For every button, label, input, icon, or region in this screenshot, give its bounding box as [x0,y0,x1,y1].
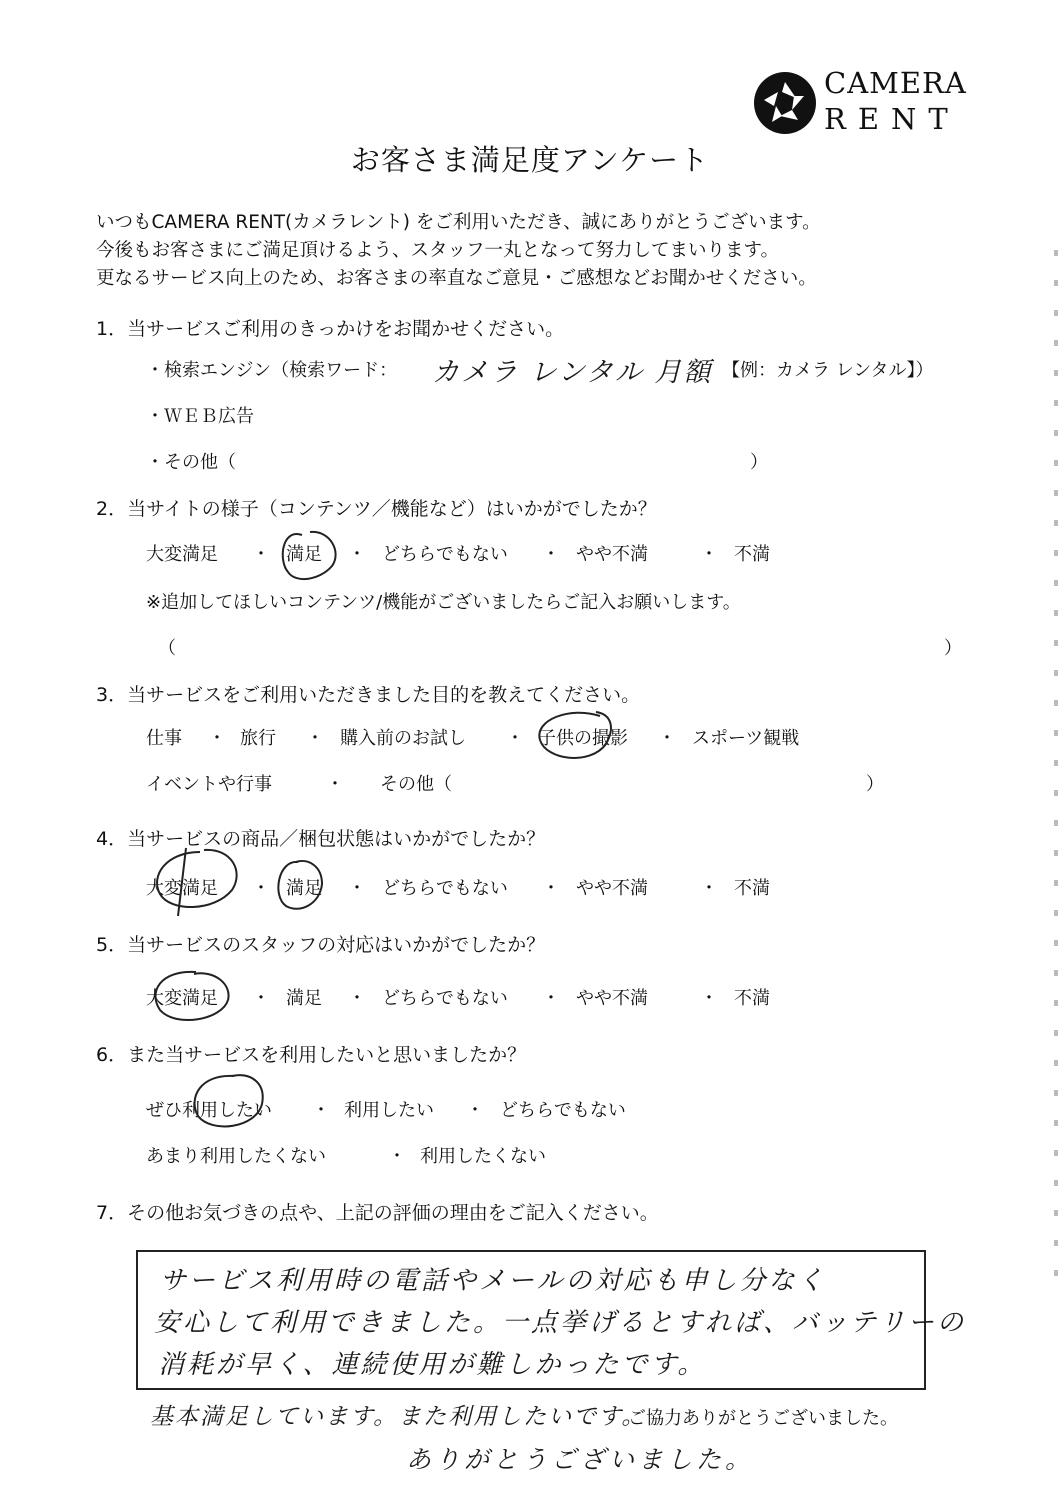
q4-option-slightly-dissatisfied: やや不満 [576,878,648,899]
logo [752,64,967,144]
q3-option-child-photo: 子供の撮影 [538,728,628,749]
q2-option-satisfied: 満足 [286,544,322,565]
q4-option-satisfied: 満足 [286,878,322,899]
q5-option-dissatisfied: 不満 [734,988,770,1009]
q4-option-neutral: どちらでもない [382,878,508,899]
q2-separator: ・ [700,544,718,565]
q3-option-work: 仕事 [146,728,182,749]
q1-search-word-handwritten: カメラ レンタル 月額 [432,357,713,388]
scan-edge [1054,250,1058,1300]
q2-option-very-satisfied: 大変満足 [146,544,218,565]
question-4: 4．当サービスの商品／梱包状態はいかがでしたか？ [96,828,546,850]
q1-other-close: ） [750,452,768,473]
q4-option-dissatisfied: 不満 [734,878,770,899]
camera-aperture-icon [752,70,818,136]
intro-line-2: 今後もお客さまにご満足頂けるよう、スタッフ一丸となって努力してまいります。 [96,240,780,261]
q2-option-slightly-dissatisfied: やや不満 [576,544,648,565]
comment-line-1: サービス利用時の電話やメールの対応も申し分なく [160,1266,827,1296]
comment-box [136,1250,967,1390]
q6-separator: ・ [312,1100,330,1121]
page-title: お客さま満足度アンケート [350,143,710,177]
q5-option-slightly-dissatisfied: やや不満 [576,988,648,1009]
q5-separator: ・ [700,988,718,1009]
q2-paren-open: （ [158,638,176,659]
q4-separator: ・ [700,878,718,899]
q6-separator: ・ [388,1146,406,1167]
q3-separator: ・ [306,728,324,749]
q3-option-event: イベントや行事 [146,774,272,795]
q3-separator: ・ [326,774,344,795]
q4-separator: ・ [542,878,560,899]
thanks-printed: ご協力ありがとうございました。 [628,1408,898,1429]
question-1: 1．当サービスご利用のきっかけをお聞かせください。 [96,318,565,340]
intro-line-1: いつもCAMERA RENT(カメラレント) をご利用いただき、誠にありがとうございます。 [96,212,821,233]
question-2: 2．当サイトの様子（コンテンツ／機能など）はいかがでしたか？ [96,498,657,520]
q2-separator: ・ [252,544,270,565]
question-3: 3．当サービスをご利用いただきました目的を教えてください。 [96,684,641,706]
question-5: 5．当サービスのスタッフの対応はいかがでしたか？ [96,934,546,956]
q2-note: ※追加してほしいコンテンツ/機能がございましたらご記入お願いします。 [146,592,741,613]
q3-separator: ・ [208,728,226,749]
q4-separator: ・ [252,878,270,899]
q2-paren-close: ） [944,638,962,659]
q2-separator: ・ [348,544,366,565]
q6-option-yes: 利用したい [344,1100,434,1121]
q3-separator: ・ [506,728,524,749]
q1-other-open: ・その他（ [146,452,236,473]
question-7: 7．その他お気づきの点や、上記の評価の理由をご記入ください。 [96,1202,659,1224]
comment-below-handwritten: 基本満足しています。また利用したいです。 [150,1404,647,1430]
q1-search-engine-label: ・検索エンジン（検索ワード： [146,360,398,381]
question-6: 6．また当サービスを利用したいと思いましたか？ [96,1044,527,1066]
q6-option-no: 利用したくない [420,1146,546,1167]
q2-separator: ・ [542,544,560,565]
q6-option-neutral: どちらでもない [500,1100,626,1121]
comment-line-3: 消耗が早く、連続使用が難しかったです。 [158,1350,707,1380]
q3-separator: ・ [658,728,676,749]
q3-option-trial: 購入前のお試し [340,728,466,749]
q1-search-example: 【例：カメラ レンタル】） [722,360,934,381]
q4-separator: ・ [348,878,366,899]
logo-camera: CAMERA [824,66,967,100]
intro-line-3: 更なるサービス向上のため、お客さまの率直なご意見・ご感想などお聞かせください。 [96,268,817,289]
q3-option-sports: スポーツ観戦 [692,728,800,749]
q5-separator: ・ [348,988,366,1009]
q1-web-ad: ・ＷＥＢ広告 [146,406,254,427]
q3-option-travel: 旅行 [240,728,276,749]
q6-option-not-really: あまり利用したくない [146,1146,326,1167]
q3-option-other: その他（ [380,774,452,795]
comment-line-2: 安心して利用できました。一点挙げるとすれば、バッテリーの [154,1308,967,1338]
q5-option-satisfied: 満足 [286,988,322,1009]
q2-option-neutral: どちらでもない [382,544,508,565]
thanks-handwritten: ありがとうございました。 [406,1445,755,1474]
logo-rent: RENT [824,102,960,136]
q2-option-dissatisfied: 不満 [734,544,770,565]
q3-other-close: ） [866,774,884,795]
q6-option-definitely: ぜひ利用したい [146,1100,272,1121]
q5-separator: ・ [252,988,270,1009]
q5-option-very-satisfied: 大変満足 [146,988,218,1009]
q5-option-neutral: どちらでもない [382,988,508,1009]
q4-option-very-satisfied: 大変満足 [146,878,218,899]
q6-separator: ・ [466,1100,484,1121]
q5-separator: ・ [542,988,560,1009]
